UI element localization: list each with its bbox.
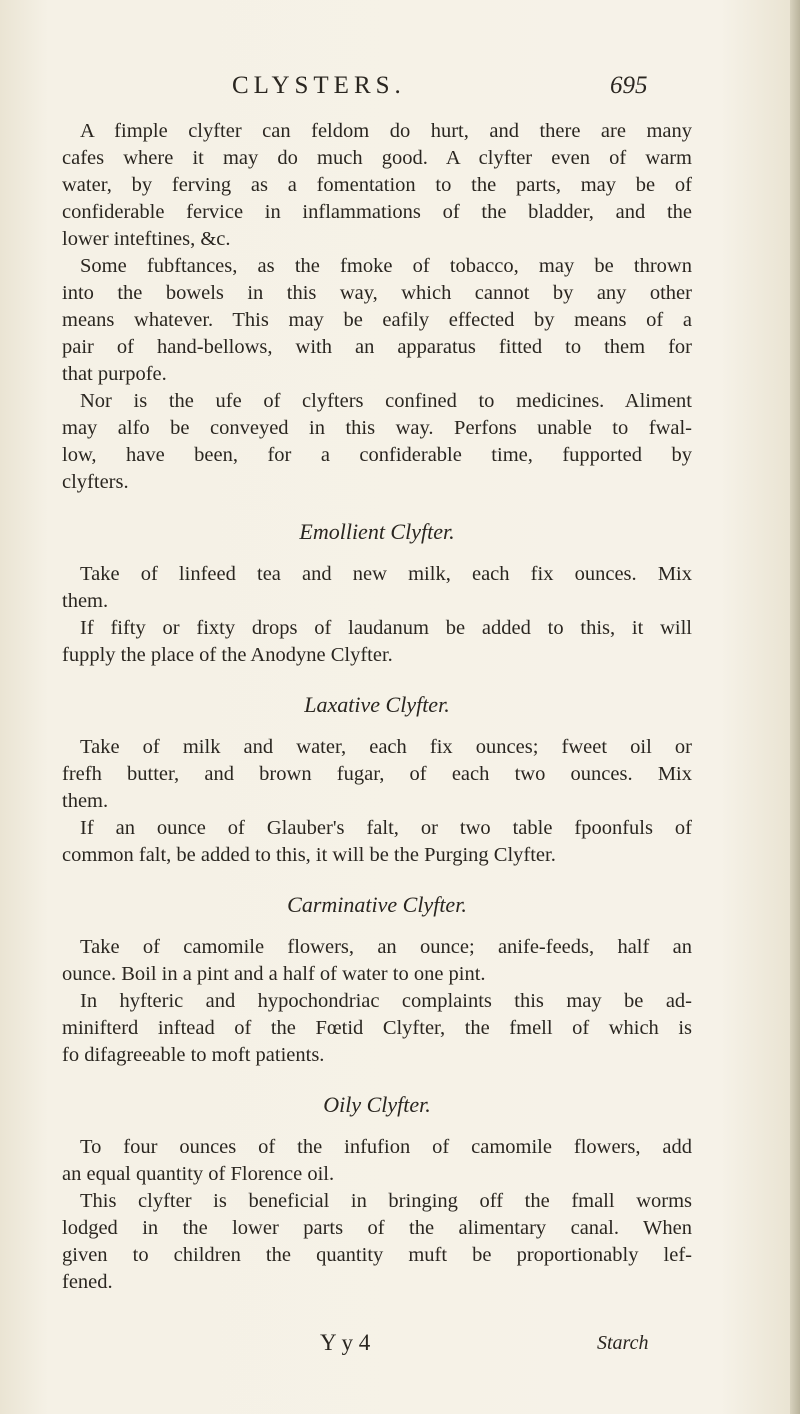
text-line: lower inteftines, &c. (62, 228, 231, 250)
text-line: A fimple clyfter can feldom do hurt, and there are many (80, 120, 692, 142)
text-line: means whatever. This may be eafily effected by means of a (62, 309, 692, 331)
text-line: This clyfter is beneficial in bringing off the fmall worms (80, 1190, 692, 1212)
text-line: low, have been, for a confiderable time, fupported by (62, 444, 692, 466)
text-line: minifterd inftead of the Fœtid Clyfter, the fmell of which is (62, 1017, 692, 1039)
paragraph (62, 1134, 692, 1188)
text-line: Some fubftances, as the fmoke of tobacco, may be thrown (80, 255, 692, 277)
text-line: given to children the quantity muft be proportionably lef- (62, 1244, 692, 1266)
text-line: confiderable fervice in inflammations of the bladder, and the (62, 201, 692, 223)
page-body (62, 118, 692, 1296)
text-line: lodged in the lower parts of the alimentary canal. When (62, 1217, 692, 1239)
text-line: Take of linfeed tea and new milk, each fix ounces. Mix (80, 563, 692, 585)
page-footer (0, 1330, 800, 1364)
paragraph (62, 615, 692, 669)
text-line: may alfo be conveyed in this way. Perfons unable to fwal- (62, 417, 692, 439)
text-line: that purpofe. (62, 363, 167, 385)
paragraph (62, 815, 692, 869)
running-head: CLYSTERS. (232, 72, 406, 99)
paragraph (62, 1188, 692, 1296)
text-line: Take of camomile flowers, an ounce; anife-feeds, half an (80, 936, 692, 958)
text-line: If an ounce of Glauber's falt, or two table fpoonfuls of (80, 817, 692, 839)
text-line: them. (62, 590, 109, 612)
recipe-title: Emollient Clyfter. (299, 519, 455, 544)
page-number: 695 (610, 72, 648, 99)
text-line: them. (62, 790, 109, 812)
paragraph (62, 561, 692, 615)
text-line: To four ounces of the infufion of camomile flowers, add (80, 1136, 692, 1158)
text-line: In hyfteric and hypochondriac complaints this may be ad- (80, 990, 692, 1012)
text-line: Nor is the ufe of clyfters confined to medicines. Aliment (80, 390, 692, 412)
text-line: clyfters. (62, 471, 129, 493)
recipe-title: Carminative Clyfter. (287, 892, 467, 917)
paragraph (62, 388, 692, 496)
text-line: water, by ferving as a fomentation to the parts, may be of (62, 174, 692, 196)
paragraph (62, 118, 692, 253)
text-line: fupply the place of the Anodyne Clyfter. (62, 644, 393, 666)
paragraph (62, 734, 692, 815)
paragraph (62, 988, 692, 1069)
text-line: fened. (62, 1271, 113, 1293)
paragraph (62, 934, 692, 988)
page-edge (790, 0, 800, 1414)
text-line: into the bowels in this way, which cannot by any other (62, 282, 692, 304)
text-line: fo difagreeable to moft patients. (62, 1044, 325, 1066)
text-line: If fifty or fixty drops of laudanum be added to this, it will (80, 617, 692, 639)
signature-mark: Y y 4 (320, 1330, 371, 1355)
text-line: an equal quantity of Florence oil. (62, 1163, 335, 1185)
paragraph (62, 253, 692, 388)
text-line: common falt, be added to this, it will be the Purging Clyfter. (62, 844, 556, 866)
recipe-title: Laxative Clyfter. (304, 692, 450, 717)
catchword: Starch (597, 1332, 649, 1354)
text-line: pair of hand-bellows, with an apparatus fitted to them for (62, 336, 692, 358)
text-line: ounce. Boil in a pint and a half of water to one pint. (62, 963, 486, 985)
page-header (0, 66, 800, 106)
recipe-title: Oily Clyfter. (323, 1092, 431, 1117)
text-line: Take of milk and water, each fix ounces; fweet oil or (80, 736, 692, 758)
text-line: frefh butter, and brown fugar, of each two ounces. Mix (62, 763, 692, 785)
text-line: cafes where it may do much good. A clyfter even of warm (62, 147, 692, 169)
